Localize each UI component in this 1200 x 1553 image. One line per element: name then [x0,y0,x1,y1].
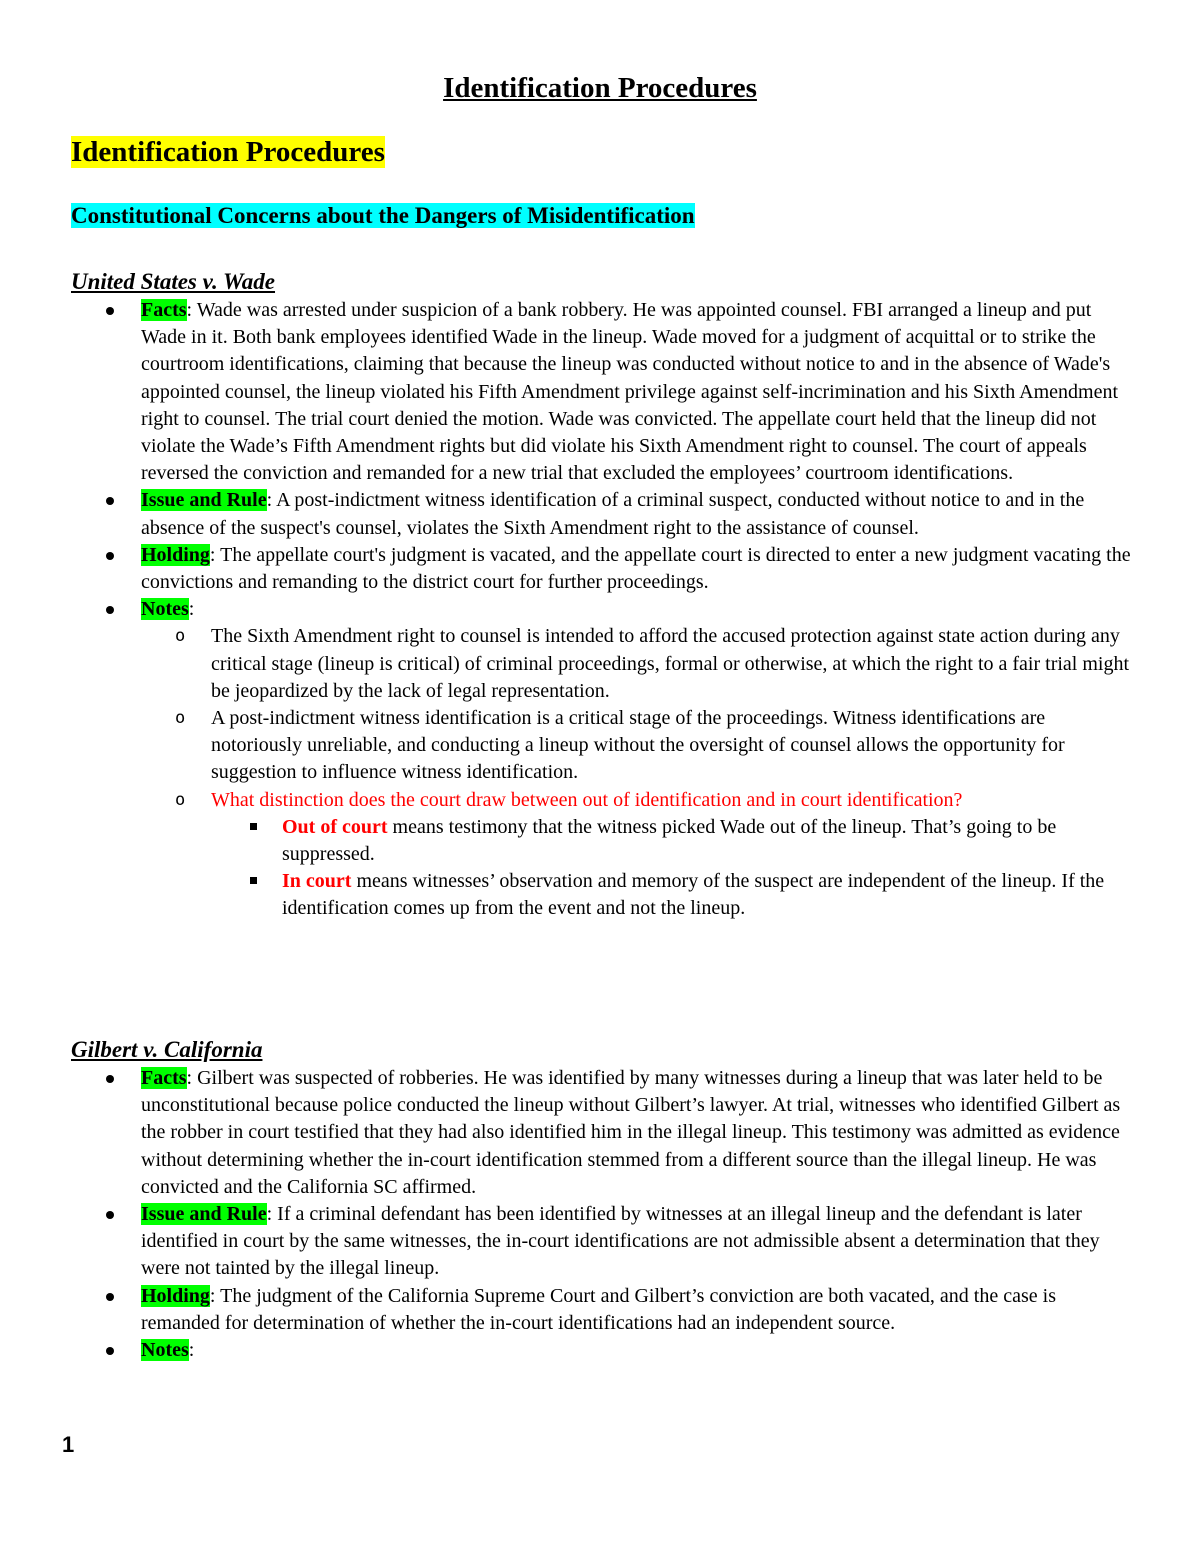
in-court-text: means witnesses’ observation and memory of the suspect are independent of the lineup. If the identification comes up from the event and not the lineup. [282,870,1105,920]
facts-label: Facts [141,299,187,321]
sub-note-out-of-court [282,814,1134,868]
holding-label: Holding [141,1284,210,1307]
facts-text: : Gilbert was suspected of robberies. He was identified by many witnesses during a lineup that was later held to be unconstitutional because police conducted the lineup without Gilbert’s lawyer. At trial, witnesses who identified Gilbert as the robber in court testified that they had also identified him in the illegal lineup. This testimony was admitted as evidence without determining whether the in-court identification stemmed from a different source than the illegal lineup. He was convicted and the California SC affirmed. [141,1067,1121,1198]
notes-label: Notes [141,598,189,621]
sub-note-in-court [282,868,1134,922]
facts-text: : Wade was arrested under suspicion of a bank robbery. He was appointed counsel. FBI arranged a lineup and put Wade in it. Both bank employees identified Wade in the lineup. Wade moved for a judgment of acquittal or to strike the courtroom identifications, claiming that because the lineup was conducted without notice to and in the absence of Wade's appointed counsel, the lineup violated his Fifth Amendment privilege against self-incrimination and his Sixth Amendment right to counsel. The trial court denied the motion. Wade was convicted. The appellate court held that the lineup did not violate the Wade’s Fifth Amendment rights but did violate his Sixth Amendment right to counsel. The court of appeals reversed the conviction and remanded for a new trial that excluded the employees’ courtroom identifications. [141,299,1119,485]
subsection-heading-text: Constitutional Concerns about the Dangers of Misidentification [71,203,695,228]
out-of-court-text: means testimony that the witness picked Wade out of the lineup. That’s going to be suppressed. [282,815,1057,866]
list-item-holding [0,542,1200,596]
in-court-label: In court [282,870,352,893]
note-item: o A post-indictment witness identification is a critical stage of the proceedings. Witness identifications are notoriously unreliable, and conducting a lineup without the oversight of counsel allows the opportunity for suggestion to influence witness identification. [211,705,1134,787]
out-of-court-label: Out of court [282,815,388,838]
case-title-wade: United States v. Wade [71,269,276,294]
page-number: 1 [62,1432,75,1457]
list-item-issue [0,1201,1200,1283]
document-title: Identification Procedures [443,72,757,104]
list-item-facts [0,297,1200,487]
issue-label: Issue and Rule [141,489,267,512]
list-item-holding [0,1283,1200,1337]
notes-label: Notes [141,1339,189,1362]
issue-text: : A post-indictment witness identification of a criminal suspect, conducted without notice to and in the absence of the suspect's counsel, violates the Sixth Amendment right to the assistance of counsel. [141,489,1085,539]
notes-text: : [188,1339,195,1362]
section-heading-text: Identification Procedures [71,136,385,168]
question-sublist [211,814,1134,923]
case-title-gilbert: Gilbert v. California [71,1037,263,1062]
issue-label: Issue and Rule [141,1203,267,1226]
facts-label: Facts [141,1067,187,1089]
question-text: What distinction does the court draw between out of identification and in court identification? [211,788,963,811]
note-item-question [211,787,1134,923]
notes-sublist [141,623,1134,922]
holding-text: : The judgment of the California Supreme Court and Gilbert’s conviction are both vacated, and the case is remanded for determination of whether the in-court identifications had an independent source. [141,1284,1056,1334]
list-item-notes [0,596,1200,922]
case-list-gilbert [0,1065,1200,1364]
case-list-wade [0,297,1200,923]
holding-text: : The appellate court's judgment is vacated, and the appellate court is directed to enter a new judgment vacating the convictions and remanding to the district court for further proceedings. [141,543,1131,594]
holding-label: Holding [141,543,210,566]
section-heading [71,136,385,169]
issue-text: : If a criminal defendant has been identified by witnesses at an illegal lineup and the defendant is later identified in court by the same witnesses, the in-court identifications are not admissible absent a determination that they were not tainted by the illegal lineup. [141,1203,1100,1280]
list-item-issue [0,487,1200,541]
notes-text: : [188,598,195,621]
list-item-notes [0,1337,1200,1364]
subsection-heading [71,203,695,229]
note-item: o The Sixth Amendment right to counsel is intended to afford the accused protection against state action during any critical stage (lineup is critical) of criminal proceedings, formal or otherwise, at which the right to a fair trial might be jeopardized by the lack of legal representation. [211,623,1134,705]
list-item-facts [0,1065,1200,1201]
